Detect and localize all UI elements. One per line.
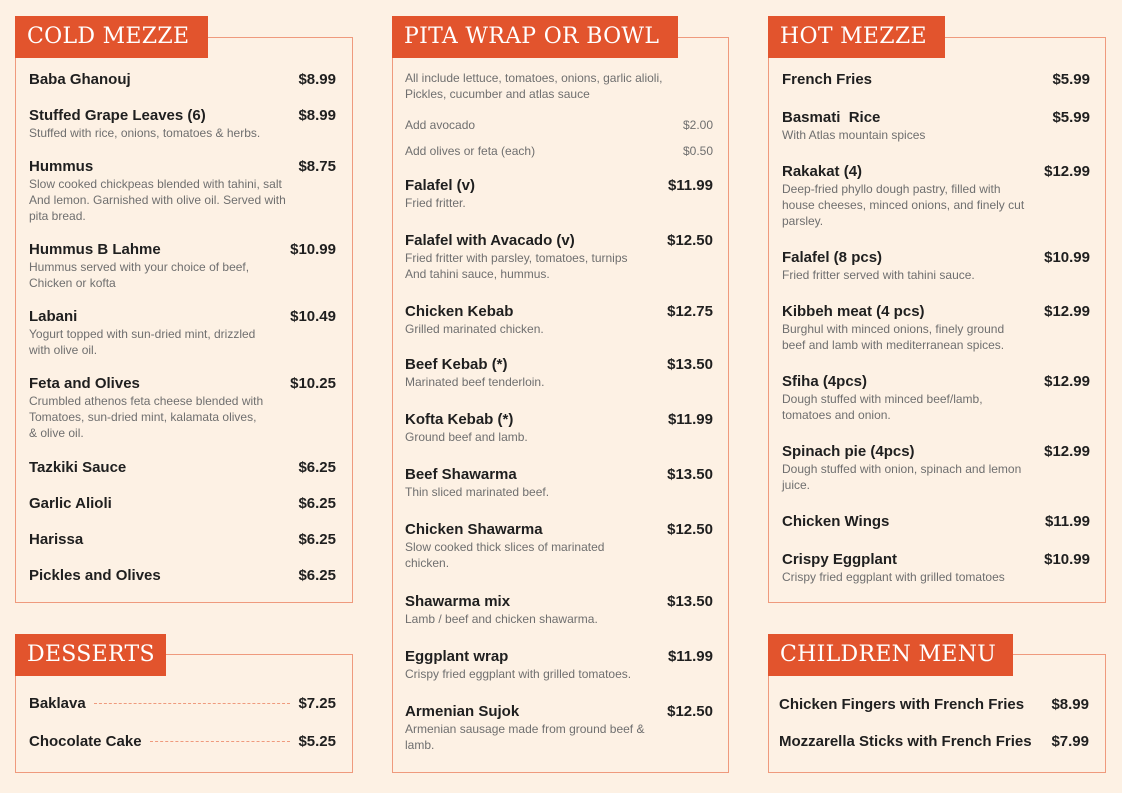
item-description: Fried fritter with parsley, tomatoes, turnips And tahini sauce, hummus. [405,251,628,281]
item-price: $12.50 [667,703,713,720]
menu-item [29,71,336,88]
menu-item [405,521,713,571]
item-price: $10.99 [290,241,336,258]
item-name: Feta and Olives [29,375,140,392]
item-name: Falafel (v) [405,177,476,194]
item-name: Sfiha (4pcs) [782,373,868,390]
item-price: $8.75 [298,158,336,175]
menu-item [405,356,713,390]
item-price: $5.25 [298,733,336,750]
item-description: Dough stuffed with minced beef/lamb, tomatoes and onion. [782,392,983,422]
item-description: Lamb / beef and chicken shawarma. [405,612,598,626]
menu-item [29,531,336,548]
dotted-leader [150,741,291,742]
item-description: With Atlas mountain spices [782,128,926,142]
item-name: Falafel with Avacado (v) [405,232,575,249]
item-price: $13.50 [667,593,713,610]
menu-item [29,495,336,512]
item-description: Marinated beef tenderloin. [405,375,545,389]
menu-item [29,107,336,141]
item-description: Fried fritter. [405,196,466,210]
item-price: $8.99 [298,107,336,124]
item-name: Labani [29,308,78,325]
menu-item [29,158,336,224]
pita-note: All include lettuce, tomatoes, onions, garlic alioli, Pickles, cucumber and atlas sauce [405,71,663,101]
menu-item [405,411,713,445]
menu-item [405,703,713,753]
item-price: $12.99 [1044,163,1090,180]
hot-mezze-title: HOT MEZZE [768,16,945,58]
item-price: $6.25 [298,495,336,512]
menu-item [405,177,713,211]
item-description: Grilled marinated chicken. [405,322,544,336]
item-name: Baklava [29,695,86,712]
item-price: $5.99 [1052,71,1090,88]
menu-item [782,373,1090,423]
item-name: Basmati Rice [782,109,881,126]
item-name: Stuffed Grape Leaves (6) [29,107,206,124]
menu-item [782,551,1090,585]
item-description: Crispy fried eggplant with grilled tomatoes [782,570,1005,584]
item-name: Hummus B Lahme [29,241,161,258]
item-price: $12.50 [667,521,713,538]
dessert-item [29,695,336,712]
menu-item [782,109,1090,143]
item-description: Crispy fried eggplant with grilled tomatoes. [405,667,632,681]
item-description: Thin sliced marinated beef. [405,485,550,499]
item-price: $7.25 [298,695,336,712]
item-price: $10.99 [1044,249,1090,266]
menu-item [782,443,1090,493]
menu-item [29,308,336,358]
pita-title: PITA WRAP OR BOWL [392,16,678,58]
item-price: $11.99 [667,411,713,428]
item-description: Armenian sausage made from ground beef & lamb. [405,722,645,752]
item-price: $12.99 [1044,303,1090,320]
item-name: Chocolate Cake [29,733,142,750]
item-price: $12.99 [1044,373,1090,390]
children-title: CHILDREN MENU [768,634,1013,676]
item-name: Chicken Kebab [405,303,514,320]
item-price: $6.25 [298,459,336,476]
menu-item [29,241,336,291]
item-price: $8.99 [298,71,336,88]
item-name: Chicken Shawarma [405,521,543,538]
item-description: Slow cooked thick slices of marinated chicken. [405,540,605,570]
item-price: $11.99 [667,648,713,665]
item-name: Kofta Kebab (*) [405,411,514,428]
addon-name: Add olives or feta (each) [405,144,536,158]
cold-mezze-title: COLD MEZZE [15,16,208,58]
item-description: Dough stuffed with onion, spinach and lemon juice. [782,462,1022,492]
item-description: Ground beef and lamb. [405,430,528,444]
item-description: Crumbled athenos feta cheese blended with Tomatoes, sun-dried mint, kalamata olives, & olive oil. [29,394,264,440]
item-name: Pickles and Olives [29,567,161,584]
item-price: $10.25 [290,375,336,392]
item-name: Eggplant wrap [405,648,509,665]
item-name: Mozzarella Sticks with French Fries [779,733,1032,750]
item-name: Hummus [29,158,94,175]
item-description: Fried fritter served with tahini sauce. [782,268,975,282]
menu-item [779,733,1089,750]
addon-name: Add avocado [405,118,476,132]
item-price: $12.50 [667,232,713,249]
item-name: Shawarma mix [405,593,511,610]
item-price: $10.99 [1044,551,1090,568]
menu-item [405,232,713,282]
menu-item [405,648,713,682]
item-description: Slow cooked chickpeas blended with tahini, salt And lemon. Garnished with olive oil. Served with pita bread. [29,177,286,223]
item-name: Kibbeh meat (4 pcs) [782,303,925,320]
item-description: Stuffed with rice, onions, tomatoes & herbs. [29,126,261,140]
item-name: Chicken Fingers with French Fries [779,696,1025,713]
item-price: $13.50 [667,356,713,373]
item-price: $12.99 [1044,443,1090,460]
item-price: $12.75 [667,303,713,320]
item-name: Beef Kebab (*) [405,356,508,373]
item-name: Beef Shawarma [405,466,517,483]
item-price: $10.49 [290,308,336,325]
menu-item [782,249,1090,283]
item-description: Hummus served with your choice of beef, Chicken or kofta [29,260,250,290]
menu-item [782,303,1090,353]
menu-item [405,303,713,337]
menu-item [29,567,336,584]
item-description: Burghul with minced onions, finely ground beef and lamb with mediterranean spices. [782,322,1005,352]
desserts-title: DESSERTS [15,634,166,676]
menu-item [782,71,1090,88]
menu-item [405,593,713,627]
item-price: $8.99 [1051,696,1089,713]
item-name: Harissa [29,531,84,548]
menu-item [29,375,336,441]
item-price: $5.99 [1052,109,1090,126]
item-name: Rakakat (4) [782,163,863,180]
addon-price: $2.00 [682,118,713,132]
item-price: $6.25 [298,567,336,584]
addon-price: $0.50 [682,144,713,158]
item-price: $6.25 [298,531,336,548]
item-description: Deep-fried phyllo dough pastry, filled with house cheeses, minced onions, and finely cut parsley. [782,182,1025,228]
item-name: Chicken Wings [782,513,890,530]
item-price: $11.99 [1044,513,1090,530]
item-description: Yogurt topped with sun-dried mint, drizzled with olive oil. [29,327,256,357]
menu-item [29,459,336,476]
item-name: Armenian Sujok [405,703,520,720]
item-name: Falafel (8 pcs) [782,249,883,266]
item-price: $13.50 [667,466,713,483]
menu-item [405,466,713,500]
item-name: Spinach pie (4pcs) [782,443,915,460]
dessert-item [29,733,336,750]
dotted-leader [94,703,291,704]
item-name: Baba Ghanouj [29,71,131,88]
addon-row [405,118,713,132]
item-price: $7.99 [1051,733,1089,750]
addon-row [405,144,713,158]
item-name: Crispy Eggplant [782,551,898,568]
menu-item [779,696,1089,713]
menu-item [782,513,1090,530]
item-name: Garlic Alioli [29,495,112,512]
item-name: Tazkiki Sauce [29,459,127,476]
item-name: French Fries [782,71,873,88]
item-price: $11.99 [667,177,713,194]
menu-item [782,163,1090,229]
